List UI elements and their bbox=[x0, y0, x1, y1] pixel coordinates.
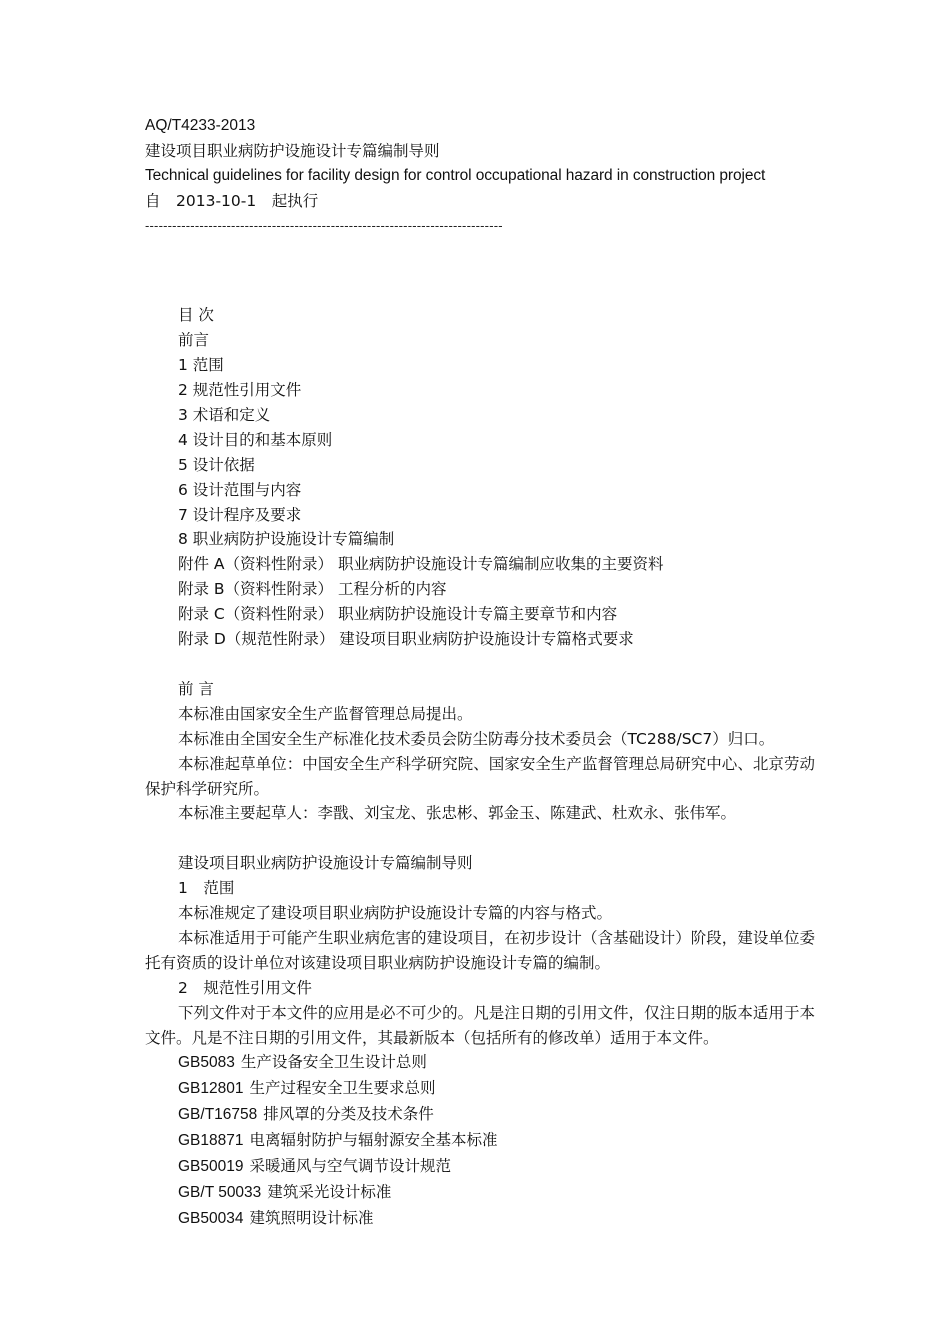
reference-title: 电离辐射防护与辐射源安全基本标准 bbox=[249, 1131, 498, 1150]
reference-item bbox=[145, 1180, 815, 1206]
reference-item bbox=[145, 1102, 815, 1128]
standard-code: AQ/T4233-2013 bbox=[145, 117, 256, 134]
toc-item: 7 设计程序及要求 bbox=[178, 505, 302, 524]
reference-item bbox=[145, 1050, 815, 1076]
reference-code: GB5083 bbox=[178, 1054, 235, 1072]
spacer bbox=[145, 652, 815, 677]
toc-item: 附录 B（资料性附录） 工程分析的内容 bbox=[178, 580, 447, 599]
reference-code: GB/T 50033 bbox=[178, 1184, 262, 1202]
document-page bbox=[145, 114, 815, 1232]
toc-item: 5 设计依据 bbox=[178, 455, 255, 474]
toc-item: 前言 bbox=[178, 331, 210, 350]
reference-title: 建筑采光设计标准 bbox=[267, 1183, 392, 1202]
reference-code: GB50019 bbox=[178, 1158, 244, 1176]
reference-code: GB18871 bbox=[178, 1132, 244, 1150]
foreword-paragraph: 本标准主要起草人：李戬、刘宝龙、张忠彬、郭金玉、陈建武、杜欢永、张伟军。 bbox=[178, 804, 737, 823]
toc-item: 附录 C（资料性附录） 职业病防护设施设计专篇主要章节和内容 bbox=[178, 605, 618, 624]
spacer bbox=[145, 239, 815, 289]
toc-item: 2 规范性引用文件 bbox=[178, 381, 302, 400]
foreword-heading: 前 言 bbox=[178, 679, 214, 698]
toc-item: 附件 A（资料性附录） 职业病防护设施设计专篇编制应收集的主要资料 bbox=[178, 555, 664, 574]
toc-item: 8 职业病防护设施设计专篇编制 bbox=[178, 530, 395, 549]
reference-code: GB/T16758 bbox=[178, 1106, 258, 1124]
section-heading: 2 规范性引用文件 bbox=[178, 978, 312, 997]
body-title: 建设项目职业病防护设施设计专篇编制导则 bbox=[178, 854, 473, 873]
toc-item: 3 术语和定义 bbox=[178, 405, 271, 424]
reference-title: 生产设备安全卫生设计总则 bbox=[240, 1053, 427, 1072]
reference-title: 生产过程安全卫生要求总则 bbox=[249, 1079, 436, 1098]
reference-item bbox=[145, 1206, 815, 1232]
toc-item: 4 设计目的和基本原则 bbox=[178, 430, 333, 449]
standard-title-cn: 建设项目职业病防护设施设计专篇编制导则 bbox=[145, 141, 440, 160]
standard-title-en: Technical guidelines for facility design for control occupational hazard in construction project bbox=[145, 166, 766, 184]
reference-code: GB12801 bbox=[178, 1080, 244, 1098]
section-paragraph: 本标准规定了建设项目职业病防护设施设计专篇的内容与格式。 bbox=[178, 904, 613, 923]
reference-item bbox=[145, 1154, 815, 1180]
reference-item bbox=[145, 1128, 815, 1154]
reference-title: 采暖通风与空气调节设计规范 bbox=[249, 1157, 452, 1176]
section-paragraph: 本标准适用于可能产生职业病危害的建设项目，在初步设计（含基础设计）阶段，建设单位委托有资质的设计单位对该建设项目职业病防护设施设计专篇的编制。 bbox=[145, 928, 815, 972]
toc-item: 6 设计范围与内容 bbox=[178, 480, 302, 499]
toc-heading: 目 次 bbox=[178, 306, 214, 325]
effective-date: 自 2013-10-1 起执行 bbox=[145, 191, 319, 210]
section-paragraph: 下列文件对于本文件的应用是必不可少的。凡是注日期的引用文件，仅注日期的版本适用于本文件。凡是不注日期的引用文件，其最新版本（包括所有的修改单）适用于本文件。 bbox=[145, 1003, 815, 1047]
toc-item: 1 范围 bbox=[178, 356, 224, 375]
spacer bbox=[145, 826, 815, 851]
foreword-paragraph: 本标准由国家安全生产监督管理总局提出。 bbox=[178, 704, 473, 723]
reference-title: 排风罩的分类及技术条件 bbox=[263, 1105, 434, 1124]
section-heading: 1 范围 bbox=[178, 879, 235, 898]
reference-code: GB50034 bbox=[178, 1209, 244, 1227]
foreword-paragraph: 本标准由全国安全生产标准化技术委员会防尘防毒分技术委员会（TC288/SC7）归口。 bbox=[178, 729, 775, 748]
foreword-paragraph: 本标准起草单位：中国安全生产科学研究院、国家安全生产监督管理总局研究中心、北京劳动保护科学研究所。 bbox=[145, 754, 815, 798]
spacer bbox=[145, 288, 815, 303]
reference-item bbox=[145, 1076, 815, 1102]
toc-item: 附录 D（规范性附录） 建设项目职业病防护设施设计专篇格式要求 bbox=[178, 630, 634, 649]
reference-title: 建筑照明设计标准 bbox=[249, 1208, 374, 1227]
separator-line: ------------------------------------------------------------------------------- bbox=[145, 217, 503, 233]
